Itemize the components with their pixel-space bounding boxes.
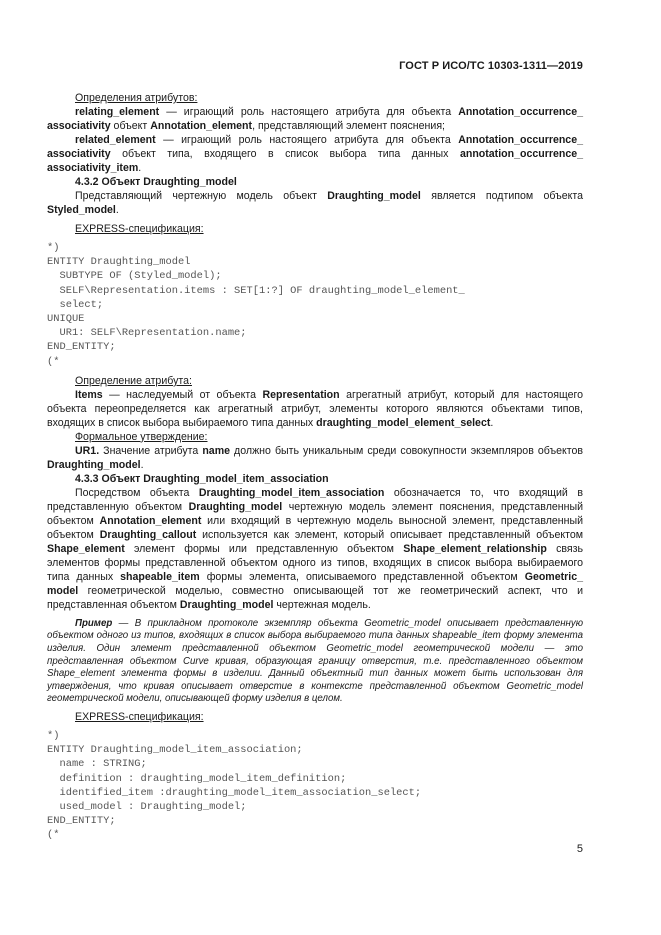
related-element-definition: related_element — играющий роль настоящего атрибута для объекта Annotation_occurrence_ associativity объект типа, входящего в список выбора типа данных annotation_occurrence_ associativity_item. — [47, 134, 583, 174]
express-code-block: *) ENTITY Draughting_model SUBTYPE OF (Styled_model); SELF\Representation.items : SET[1:?] OF draughting_model_element_ select; UNIQUE UR1: SELF\Representation.name; END_ENTITY; (* — [47, 242, 465, 368]
example-note: Пример — В прикладном протоколе экземпляр объекта Geometric_model описывает представленную объектом одного из типов, входящих в список выбора выбираемого типа данных shapeable_item форму элемента изделия. Один элемент представленной объектом Geometric_model геометрической модели — это представленная объектом Curve кривая, образующая границу отверстия, т.е. представленного объектом Shape_element элемента формы в изделии. Данный объектный тип данных может быть использован для утверждения, что кривая описывает отверстие в контексте представленной объектом Geometric_model геометрической модели, описывающей форму изделия в целом. — [47, 617, 583, 705]
express-code-block-2: *) ENTITY Draughting_model_item_association; name : STRING; definition : draughting_model_item_definition; identified_item :draughting_model_item_association_select; used_model : Draughting_model; END_ENTITY; (* — [47, 729, 422, 842]
relating-element-definition: relating_element — играющий роль настоящего атрибута для объекта Annotation_occurrence_ associativity объект Annotation_element, представляющий элемент пояснения; — [47, 106, 583, 132]
items-attribute-definition: Items — наследуемый от объекта Representation агрегатный атрибут, который для настоящего объекта переопределяется как агрегатный атрибут, элементы которого являются объектами типов, входящих в список выбора выбираемого типа данных draughting_model_element_select. — [47, 388, 583, 429]
draughting-model-description: Представляющий чертежную модель объект Draughting_model является подтипом объекта Styled_model. — [47, 190, 583, 216]
attribute-definitions-heading: Определения атрибутов: — [75, 92, 198, 104]
ur1-statement: UR1. Значение атрибута name должно быть уникальным среди совокупности экземпляров объектов Draughting_model. — [47, 444, 583, 471]
express-spec-heading-2: EXPRESS-спецификация: — [75, 710, 204, 723]
express-spec-heading: EXPRESS-спецификация: — [75, 223, 204, 235]
page-content — [47, 91, 583, 843]
formal-statement-heading: Формальное утверждение: — [75, 430, 208, 443]
document-page — [47, 0, 583, 935]
document-id-header: ГОСТ Р ИСО/ТС 10303-1311—2019 — [399, 60, 583, 72]
section-heading-4-3-3: 4.3.3 Объект Draughting_model_item_association — [75, 472, 329, 485]
section-heading-4-3-2: 4.3.2 Объект Draughting_model — [75, 176, 237, 188]
attribute-definition-heading: Определение атрибута: — [75, 374, 192, 387]
page-number: 5 — [576, 843, 583, 855]
item-association-description: Посредством объекта Draughting_model_item_association обозначается то, что входящий в представленную объектом Draughting_model чертежную модель элемент пояснения, представленный объектом Annotation_element или входящий в чертежную модель выносной элемент, представленный объектом Draughting_callout используется как элемент, который описывает представленный объектом Shape_element элемент формы или представленную объектом Shape_element_relationship связь элементов формы представленной объектом одного из типов, входящих в список выбора выбираемого типа данных shapeable_item формы элемента, описываемого представленной объектом Geometric_ model геометрической моделью, совместно описывающей тот же геометрический аспект, что и представленная объектом Draughting_model чертежная модель. — [47, 486, 584, 611]
